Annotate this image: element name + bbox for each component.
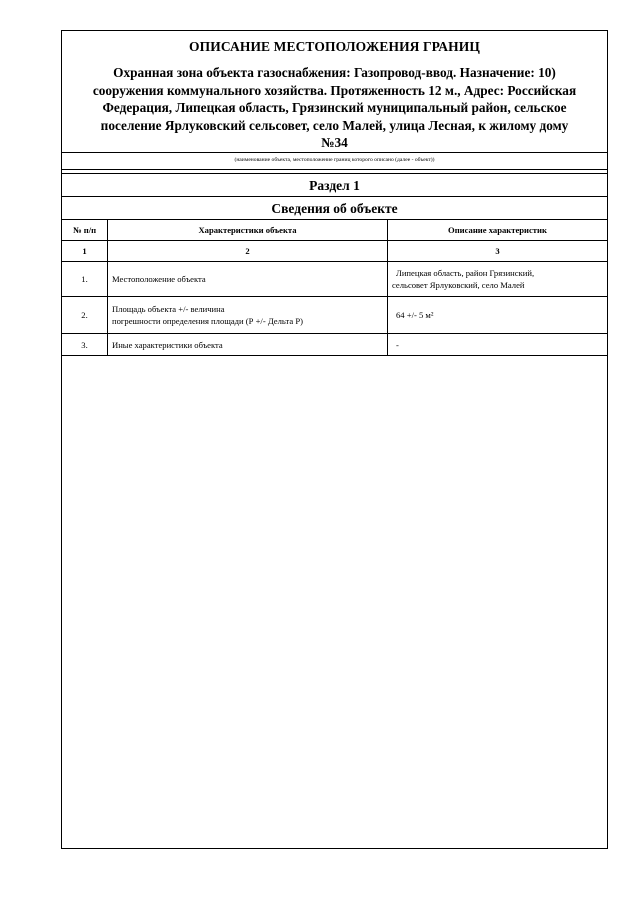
document-title: ОПИСАНИЕ МЕСТОПОЛОЖЕНИЯ ГРАНИЦ	[189, 39, 480, 54]
characteristic-line: Площадь объекта +/- величина	[112, 303, 225, 314]
table-row	[62, 334, 607, 356]
table-row	[62, 262, 607, 297]
row-number: 1.	[62, 262, 108, 297]
header-description: Описание характеристик	[388, 220, 608, 241]
description-line: Охранная зона объекта газоснабжения: Газопровод-ввод. Назначение: 10)	[113, 65, 556, 80]
value-line: сельсовет Ярлуковский, село Малей	[392, 280, 525, 290]
object-info-table	[62, 219, 607, 356]
row-characteristic	[108, 334, 388, 356]
row-value	[388, 262, 608, 297]
row-characteristic	[108, 262, 388, 297]
document-frame	[61, 30, 608, 849]
description-line: поселение Ярлуковский сельсовет, село Малей, улица Лесная, к жилому дому	[100, 117, 569, 133]
table-header-row	[62, 220, 607, 241]
column-number-row	[62, 241, 607, 262]
header-number: № п/п	[62, 220, 108, 241]
value-line: -	[396, 339, 399, 350]
object-description	[70, 64, 599, 152]
characteristic-line: погрешности определения площади (Р +/- Дельта Р)	[112, 316, 303, 326]
description-line: Федерация, Липецкая область, Грязинский муниципальный район, сельское	[102, 100, 567, 116]
value-line: Липецкая область, район Грязинский,	[396, 267, 535, 278]
section-heading: Раздел 1	[62, 173, 607, 197]
row-number: 2.	[62, 297, 108, 334]
characteristic-line: Иные характеристики объекта	[112, 339, 223, 350]
characteristic-line: Местоположение объекта	[112, 274, 206, 284]
row-value	[388, 297, 608, 334]
header-characteristic: Характеристики объекта	[108, 220, 388, 241]
value-line: 64 +/- 5 м²	[396, 310, 434, 320]
description-line: сооружения коммунального хозяйства. Протяженность 12 м., Адрес: Российская	[92, 82, 577, 98]
column-number: 2	[108, 241, 388, 262]
column-number: 1	[62, 241, 108, 262]
row-number: 3.	[62, 334, 108, 356]
object-caption: (наименование объекта, местоположение границ которого описано (далее - объект))	[62, 152, 607, 170]
row-characteristic	[108, 297, 388, 334]
column-number: 3	[388, 241, 608, 262]
description-line: №34	[321, 135, 348, 151]
row-value	[388, 334, 608, 356]
table-row	[62, 297, 607, 334]
info-heading: Сведения об объекте	[62, 196, 607, 220]
